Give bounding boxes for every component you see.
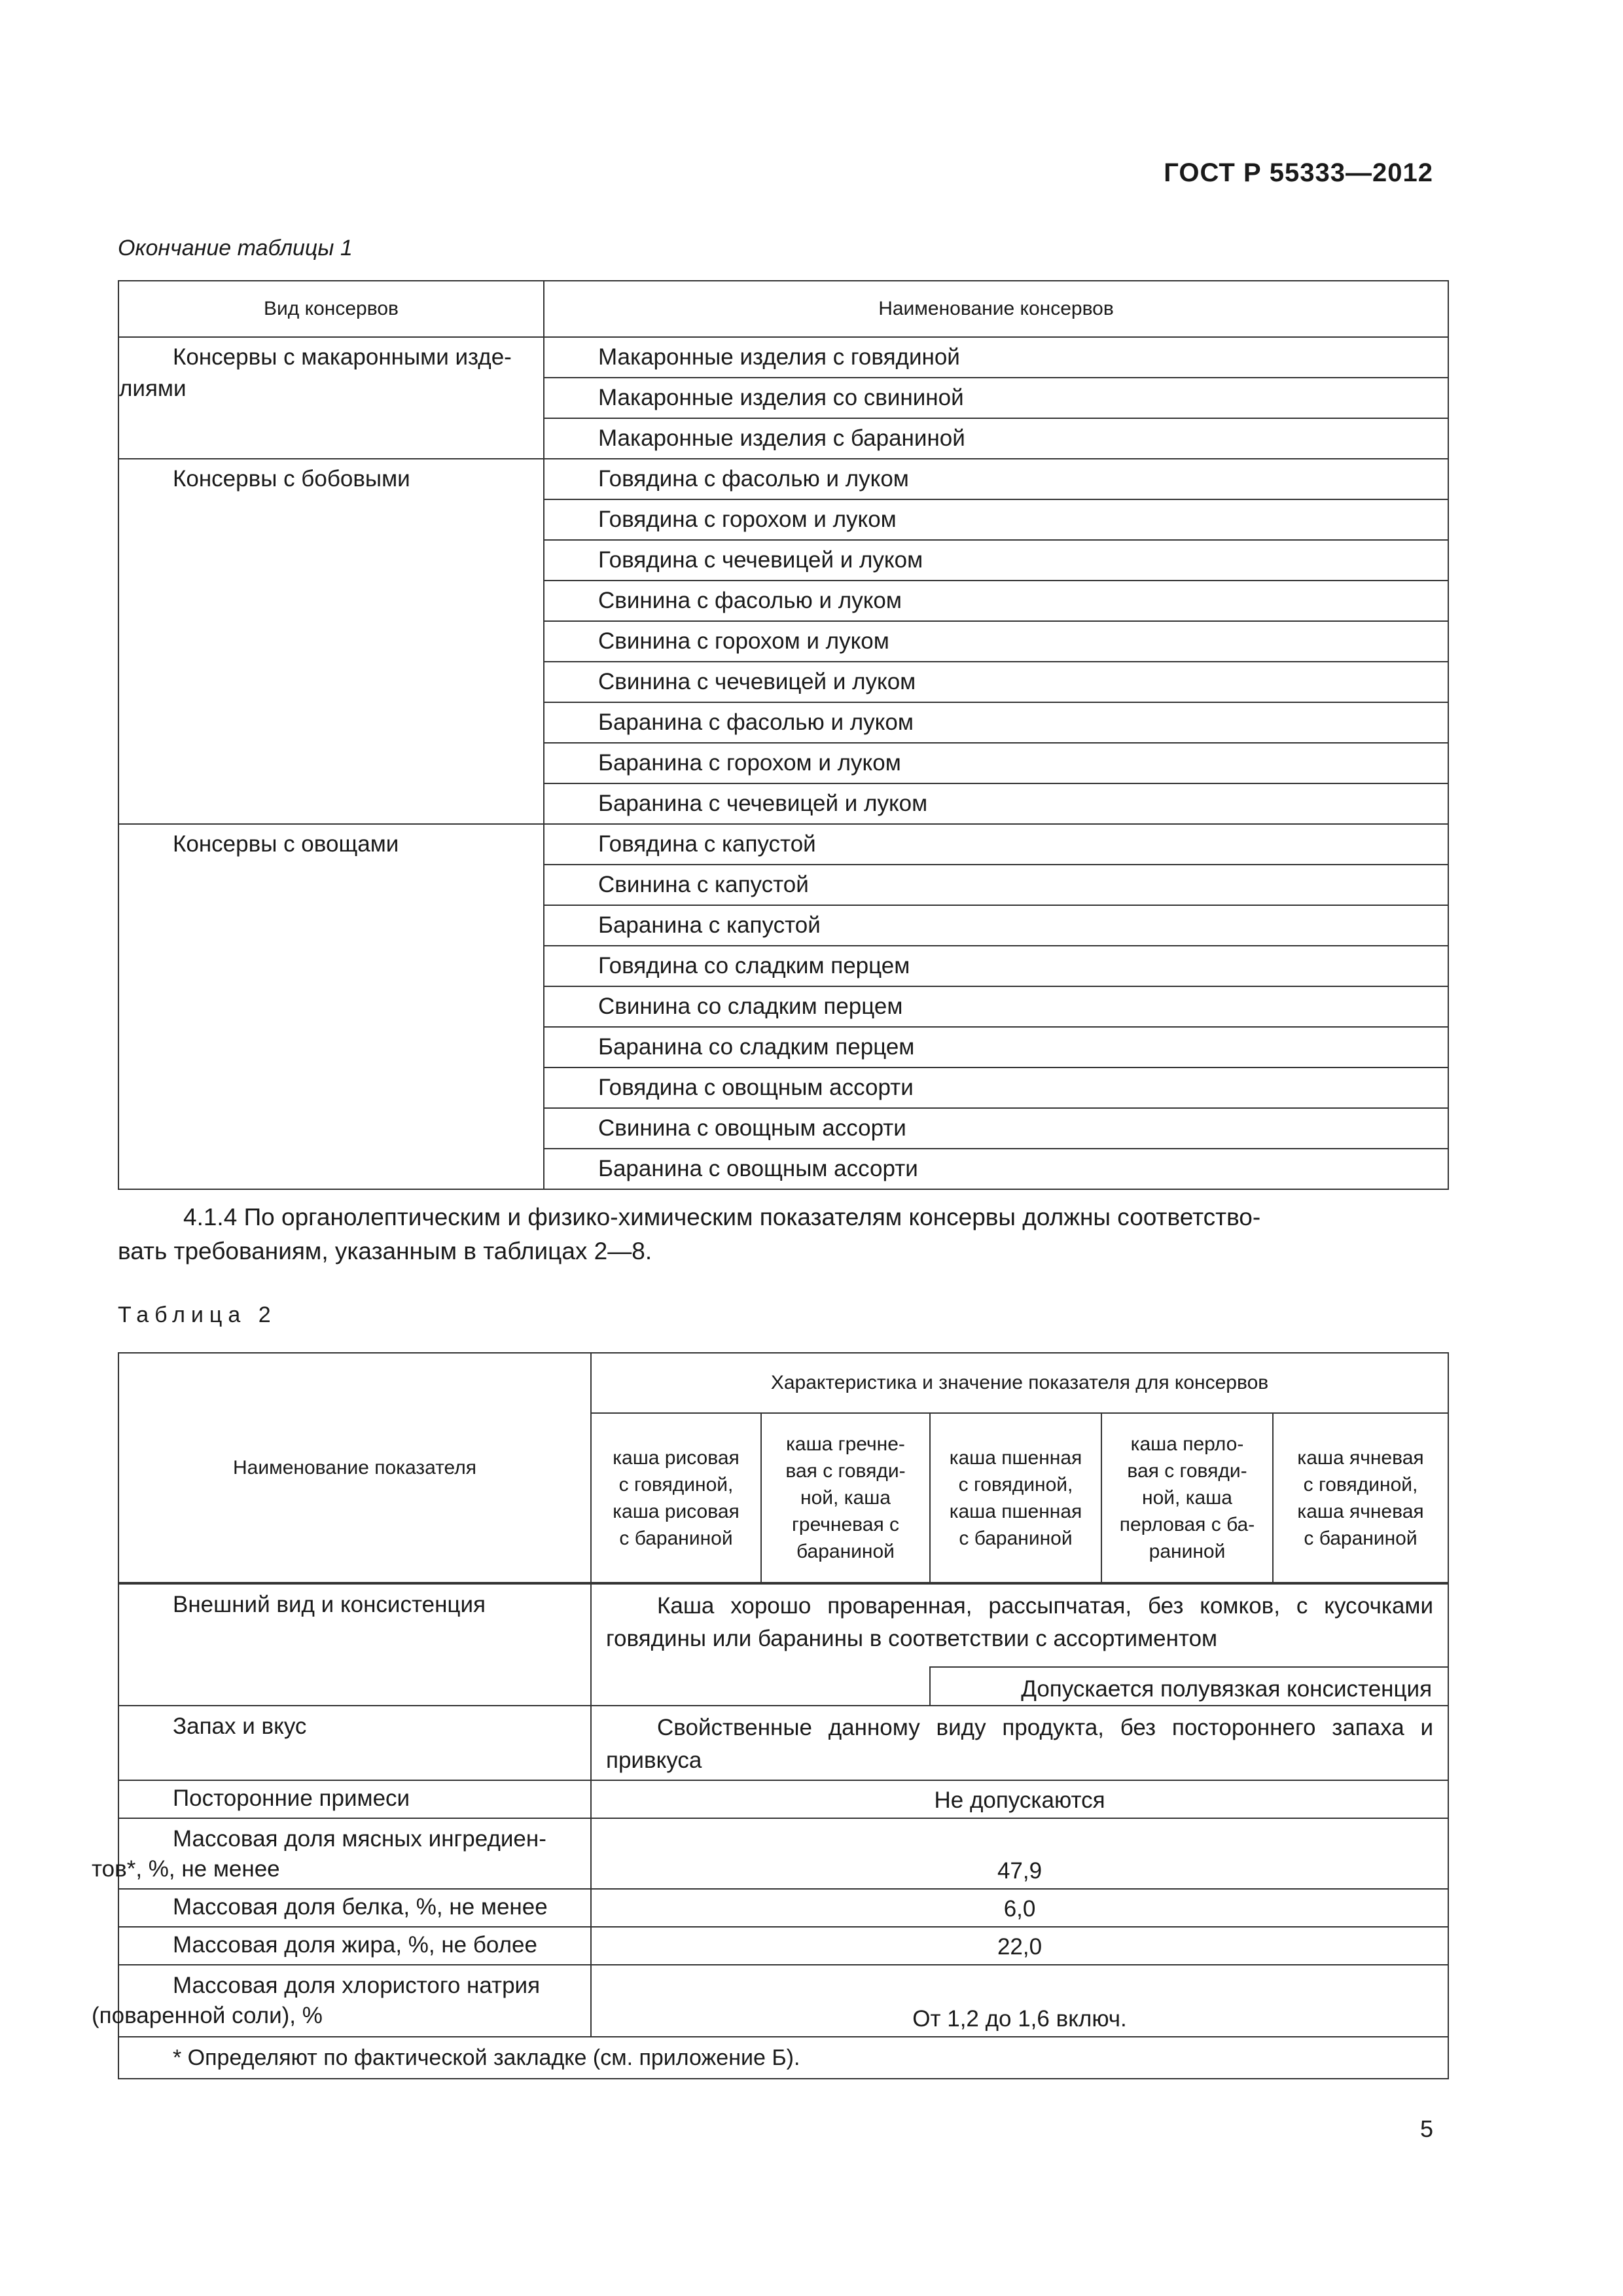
table2-subheader-line: с говядиной, [618, 1473, 734, 1496]
appearance-note-spacer [591, 1667, 930, 1706]
table1-item: Баранина с чечевицей и луком [544, 783, 1448, 824]
table1-item: Свинина с капустой [544, 865, 1448, 905]
table2-subheader-line: перловая с ба- [1119, 1514, 1255, 1535]
taste-label: Запах и вкус [118, 1706, 591, 1780]
table1-item: Свинина с овощным ассорти [544, 1108, 1448, 1149]
table1-item: Баранина с горохом и луком [544, 743, 1448, 783]
appearance-text [591, 1583, 1448, 1667]
table1-item: Макаронные изделия со свининой [544, 378, 1448, 418]
table1-item: Свинина с горохом и луком [544, 621, 1448, 662]
appearance-label: Внешний вид и консистенция [118, 1583, 591, 1667]
table2-subheader-line: каша рисовая [613, 1446, 740, 1469]
table2-subheader-line: раниной [1149, 1541, 1226, 1562]
table2-subheader [761, 1413, 930, 1583]
table2-subheader-line: ной, каша [1142, 1487, 1232, 1509]
meat-label [92, 1818, 591, 1889]
standard-number: ГОСТ Р 55333—2012 [1164, 158, 1433, 187]
table2-subheader-line: ной, каша [800, 1487, 891, 1509]
table2-subheader [1101, 1413, 1273, 1583]
table2-subheader-line: каша перло- [1130, 1433, 1244, 1455]
table1-row [118, 824, 1448, 865]
table1-item: Говядина с капустой [544, 824, 1448, 865]
table1-item: Баранина со сладким перцем [544, 1027, 1448, 1067]
protein-value: 6,0 [591, 1889, 1448, 1927]
table1-row [118, 337, 1448, 378]
table2-subheader-line: вая с говяди- [1127, 1460, 1247, 1482]
table1-group-label-line: лиями [119, 376, 187, 401]
table2-subheader [591, 1413, 761, 1583]
table1-item: Говядина с фасолью и луком [544, 459, 1448, 499]
table2-subheader-line: каша ячневая [1297, 1446, 1424, 1469]
table1-item: Баранина с овощным ассорти [544, 1149, 1448, 1189]
table1-row [118, 459, 1448, 499]
table1-group-label-line: Консервы с макаронными изде- [173, 344, 512, 370]
table2-subheader-line: с говядиной, [1303, 1473, 1418, 1496]
table1-group-cell: Консервы с бобовыми [118, 459, 544, 824]
table1-caption: Окончание таблицы 1 [118, 236, 353, 260]
fat-label: Массовая доля жира, %, не более [118, 1927, 591, 1965]
meat-label-line1: Массовая доля мясных ингредиен- [173, 1826, 546, 1852]
table1-group-cell: Консервы с овощами [118, 824, 544, 1189]
table1-item: Свинина с чечевицей и луком [544, 662, 1448, 702]
table2-caption: Таблица 2 [118, 1302, 277, 1327]
table2-group-header: Характеристика и значение показателя для консервов [591, 1353, 1448, 1413]
fat-value: 22,0 [591, 1927, 1448, 1965]
salt-label-line2: (поваренной соли), % [92, 2003, 323, 2028]
table2-subheader-line: вая с говяди- [785, 1460, 906, 1482]
table2-subheader-line: бараниной [796, 1541, 895, 1562]
meat-value: 47,9 [591, 1818, 1448, 1889]
salt-label [92, 1965, 591, 2037]
table2-subheader-line: каша ячневая [1297, 1500, 1424, 1522]
table2 [92, 1352, 1449, 2079]
table1-header-type: Вид консервов [118, 281, 544, 337]
table1 [118, 280, 1449, 1190]
table1-item: Говядина с овощным ассорти [544, 1067, 1448, 1108]
table2-subheader-line: каша пшенная [949, 1500, 1082, 1522]
paragraph-line: 4.1.4 По органолептическим и физико-химическим показателям консервы должны соответство- [183, 1204, 1261, 1230]
table2-subheader-line: гречневая с [791, 1514, 900, 1535]
table1-header-name: Наименование консервов [544, 281, 1448, 337]
table2-subheader-line: с бараниной [619, 1527, 733, 1549]
table2-subheader-line: каша пшенная [949, 1446, 1082, 1469]
table1-item: Говядина с горохом и луком [544, 499, 1448, 540]
appearance-text-body: Каша хорошо проваренная, рассыпчатая, без комков, с кусочками говядины или баранины в соответствии с ассортиментом [606, 1593, 1434, 1651]
taste-text-body: Свойственные данному виду продукта, без постороннего запаха и привкуса [606, 1715, 1434, 1773]
table2-subheader-line: каша гречне- [786, 1433, 905, 1455]
meat-label-line2: тов*, %, не менее [92, 1856, 280, 1882]
salt-value: От 1,2 до 1,6 включ. [591, 1965, 1448, 2037]
salt-label-line1: Массовая доля хлористого натрия [173, 1973, 541, 1998]
table2-subheader [930, 1413, 1101, 1583]
taste-text [591, 1706, 1448, 1780]
appearance-note: Допускается полувязкая консистенция [930, 1667, 1448, 1706]
table2-subheader [1273, 1413, 1448, 1583]
table1-item: Баранина с капустой [544, 905, 1448, 946]
table1-item: Макаронные изделия с говядиной [544, 337, 1448, 378]
impurities-label: Посторонние примеси [118, 1780, 591, 1818]
table2-subheader-line: с бараниной [1304, 1527, 1418, 1549]
paragraph-line: вать требованиям, указанным в таблицах 2—8. [118, 1238, 652, 1265]
table2-footnote: * Определяют по фактической закладке (см. приложение Б). [118, 2037, 1448, 2079]
protein-label: Массовая доля белка, %, не менее [118, 1889, 591, 1927]
table1-body [118, 337, 1448, 1189]
impurities-value: Не допускаются [591, 1780, 1448, 1818]
table2-subheader-line: каша рисовая [613, 1500, 740, 1522]
paragraph-4-1-4 [118, 1200, 1446, 1268]
table1-group-cell [118, 337, 544, 459]
appearance-label-cont [118, 1667, 591, 1706]
table2-header-indicator: Наименование показателя [118, 1353, 591, 1583]
table1-item: Свинина со сладким перцем [544, 986, 1448, 1027]
table1-item: Макаронные изделия с бараниной [544, 418, 1448, 459]
table1-item: Баранина с фасолью и луком [544, 702, 1448, 743]
table1-item: Говядина со сладким перцем [544, 946, 1448, 986]
table2-subheader-line: с говядиной, [958, 1473, 1073, 1496]
page-number: 5 [1419, 2115, 1433, 2142]
table1-item: Свинина с фасолью и луком [544, 581, 1448, 621]
table1-item: Говядина с чечевицей и луком [544, 540, 1448, 581]
table2-subheader-line: с бараниной [959, 1527, 1073, 1549]
